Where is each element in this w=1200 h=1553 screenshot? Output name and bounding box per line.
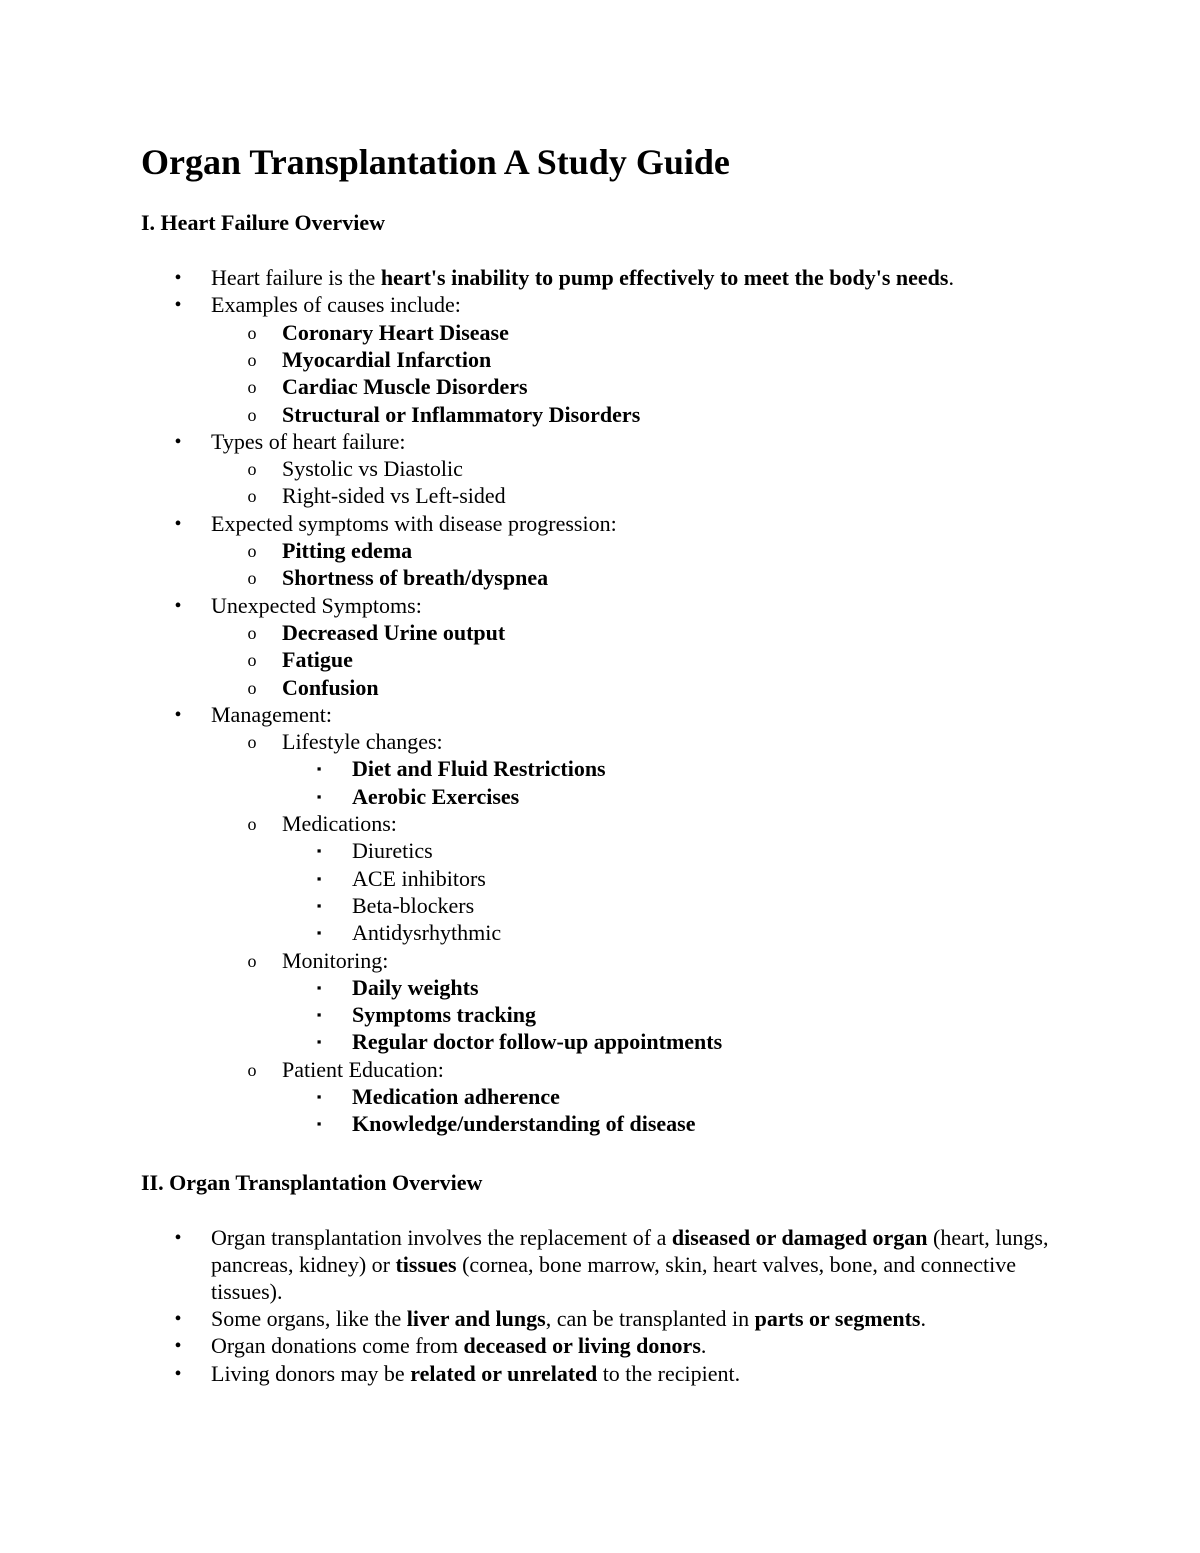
list-item bbox=[282, 455, 463, 483]
text-run: Expected symptoms with disease progression: bbox=[211, 510, 617, 536]
list-item bbox=[282, 482, 506, 510]
bullet-marker-level-2: o bbox=[247, 322, 257, 343]
bold-text: Fatigue bbox=[282, 647, 353, 673]
list-item bbox=[352, 974, 479, 1002]
text-run: Some organs, like the bbox=[211, 1306, 407, 1331]
text-run: Unexpected Symptoms: bbox=[211, 592, 422, 618]
text-run: Heart failure is the bbox=[211, 265, 381, 290]
list-item bbox=[282, 564, 548, 592]
bold-text: Regular doctor follow-up appointments bbox=[352, 1029, 723, 1055]
text-run: , can be transplanted in bbox=[545, 1306, 755, 1331]
bullet-marker-level-2: o bbox=[247, 459, 257, 480]
list-item bbox=[282, 947, 388, 975]
list-item bbox=[282, 373, 528, 401]
text-run: Diuretics bbox=[352, 838, 433, 864]
bullet-marker-level-3: ▪ bbox=[316, 897, 322, 913]
text-run: Systolic vs Diastolic bbox=[282, 456, 463, 482]
bullet-marker-level-3: ▪ bbox=[316, 1089, 322, 1104]
bold-text: diseased or damaged organ bbox=[671, 1225, 928, 1250]
bold-text: Decreased Urine output bbox=[282, 619, 506, 645]
text-run: to the recipient. bbox=[597, 1360, 741, 1386]
list-item bbox=[352, 919, 501, 947]
text-run: Beta-blockers bbox=[352, 892, 475, 918]
list-item bbox=[282, 728, 443, 756]
bullet-marker-level-2: o bbox=[247, 622, 257, 643]
list-item bbox=[211, 264, 954, 292]
bullet-marker-level-3: ▪ bbox=[316, 843, 322, 859]
text-run: Living donors may be bbox=[211, 1360, 411, 1386]
bullet-marker-level-3: ▪ bbox=[316, 925, 322, 941]
bullet-marker-level-1: • bbox=[174, 1335, 182, 1358]
document-title: Organ Transplantation A Study Guide bbox=[141, 142, 730, 182]
bold-text: deceased or living donors bbox=[463, 1333, 701, 1359]
list-item bbox=[352, 892, 474, 920]
text-run: Management: bbox=[211, 701, 332, 727]
list-item bbox=[211, 592, 422, 620]
bullet-marker-level-2: o bbox=[247, 568, 257, 589]
bullet-marker-level-1: • bbox=[174, 594, 182, 617]
bold-text: Knowledge/understanding of disease bbox=[352, 1111, 696, 1137]
list-item bbox=[211, 510, 617, 538]
bold-text: Cardiac Muscle Disorders bbox=[282, 374, 528, 400]
text-run: (cornea, bone marrow, skin, heart valves, bone, and connective tissues). bbox=[211, 1252, 1016, 1304]
bullet-marker-level-2: o bbox=[247, 1059, 257, 1080]
list-item bbox=[352, 1083, 560, 1111]
text-run: Organ transplantation involves the replacement of a bbox=[211, 1225, 672, 1250]
list-item bbox=[282, 646, 353, 674]
list-item bbox=[282, 674, 379, 702]
bullet-marker-level-2: o bbox=[247, 541, 257, 561]
text-run: Lifestyle changes: bbox=[282, 729, 443, 755]
text-run: Right-sided vs Left-sided bbox=[282, 483, 506, 509]
bold-text: Aerobic Exercises bbox=[352, 783, 520, 809]
bullet-marker-level-1: • bbox=[174, 267, 182, 289]
list-item bbox=[352, 755, 606, 783]
bullet-marker-level-3: ▪ bbox=[316, 1007, 322, 1023]
bullet-marker-level-2: o bbox=[247, 377, 257, 398]
list-item bbox=[282, 346, 491, 374]
text-run: (heart, lungs, pancreas, kidney) or bbox=[211, 1225, 1049, 1277]
list-item bbox=[211, 428, 406, 456]
bullet-marker-level-3: ▪ bbox=[316, 1034, 322, 1050]
text-run: . bbox=[700, 1333, 707, 1359]
bold-text: Structural or Inflammatory Disorders bbox=[282, 401, 641, 427]
bullet-marker-level-2: o bbox=[247, 677, 257, 698]
bold-text: Pitting edema bbox=[282, 538, 413, 563]
bold-text: tissues bbox=[395, 1252, 457, 1277]
text-run: Organ donations come from bbox=[211, 1333, 464, 1359]
section-heading-heart-failure: I. Heart Failure Overview bbox=[141, 210, 385, 235]
list-item bbox=[282, 537, 412, 565]
list-item bbox=[352, 783, 519, 811]
bold-text: related or unrelated bbox=[410, 1360, 598, 1386]
bullet-marker-level-3: ▪ bbox=[316, 1116, 322, 1132]
text-run: ACE inhibitors bbox=[352, 865, 486, 891]
list-item bbox=[352, 1110, 696, 1138]
list-item bbox=[282, 401, 640, 429]
bold-text: Daily weights bbox=[352, 974, 479, 1000]
bold-text: Shortness of breath/dyspnea bbox=[282, 565, 549, 591]
bold-text: Myocardial Infarction bbox=[282, 346, 492, 372]
list-item bbox=[352, 1001, 536, 1029]
list-item bbox=[282, 1056, 444, 1084]
bullet-marker-level-3: ▪ bbox=[316, 761, 322, 777]
list-item bbox=[211, 1305, 1061, 1332]
text-run: Antidysrhythmic bbox=[352, 920, 502, 946]
bullet-marker-level-1: • bbox=[174, 294, 182, 317]
list-item bbox=[211, 1224, 1061, 1305]
bold-text: Symptoms tracking bbox=[352, 1002, 536, 1028]
list-item bbox=[282, 619, 505, 647]
text-run: . bbox=[948, 265, 954, 290]
list-item bbox=[352, 837, 433, 865]
text-run: Patient Education: bbox=[282, 1056, 444, 1082]
list-item bbox=[211, 1332, 1061, 1359]
list-item bbox=[282, 810, 397, 838]
text-run: Medications: bbox=[282, 811, 397, 836]
bullet-marker-level-1: • bbox=[174, 430, 182, 453]
text-run: Types of heart failure: bbox=[211, 428, 406, 454]
bullet-marker-level-3: ▪ bbox=[316, 870, 322, 886]
bold-text: heart's inability to pump effectively to meet the body's needs bbox=[380, 265, 949, 290]
list-item bbox=[282, 319, 509, 347]
bullet-marker-level-2: o bbox=[247, 349, 257, 370]
list-item bbox=[211, 701, 332, 729]
list-item bbox=[352, 1028, 722, 1056]
text-run: . bbox=[920, 1306, 926, 1331]
bullet-marker-level-1: • bbox=[174, 1308, 182, 1330]
bullet-marker-level-3: ▪ bbox=[316, 788, 322, 804]
text-run: Monitoring: bbox=[282, 947, 389, 973]
bullet-marker-level-2: o bbox=[247, 404, 257, 425]
bullet-marker-level-1: • bbox=[174, 512, 182, 535]
bullet-marker-level-2: o bbox=[247, 486, 257, 507]
bold-text: parts or segments bbox=[754, 1306, 921, 1331]
text-run: Examples of causes include: bbox=[211, 292, 461, 318]
bold-text: Medication adherence bbox=[352, 1084, 560, 1109]
bold-text: Confusion bbox=[282, 674, 379, 700]
bullet-marker-level-1: • bbox=[174, 1362, 182, 1385]
list-item bbox=[352, 865, 486, 893]
bullet-marker-level-2: o bbox=[247, 814, 257, 834]
bold-text: liver and lungs bbox=[406, 1306, 546, 1331]
list-item bbox=[211, 1360, 1061, 1387]
bullet-marker-level-2: o bbox=[247, 732, 257, 753]
bullet-marker-level-2: o bbox=[247, 950, 257, 971]
section-heading-organ-transplantation: II. Organ Transplantation Overview bbox=[141, 1170, 483, 1195]
list-item bbox=[211, 291, 461, 319]
bullet-marker-level-1: • bbox=[174, 703, 182, 726]
bullet-marker-level-3: ▪ bbox=[316, 979, 322, 995]
bold-text: Coronary Heart Disease bbox=[282, 319, 509, 345]
bold-text: Diet and Fluid Restrictions bbox=[352, 756, 606, 782]
bullet-marker-level-1: • bbox=[174, 1227, 182, 1249]
bullet-marker-level-2: o bbox=[247, 650, 257, 671]
